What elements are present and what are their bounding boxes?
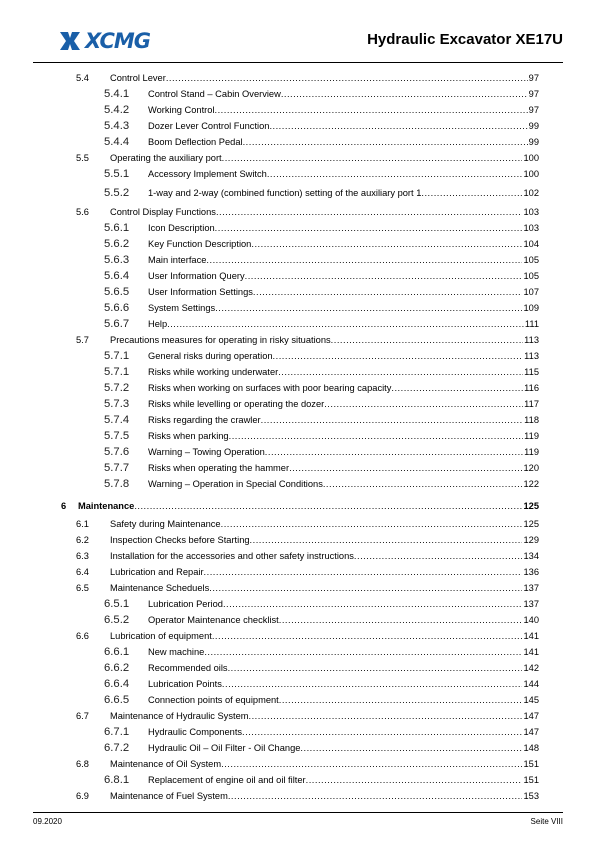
toc-entry-number: 5.6.6: [104, 302, 130, 314]
toc-entry-line: [110, 549, 539, 563]
toc-entry[interactable]: [0, 477, 596, 491]
toc-entry-number: 6.9: [76, 791, 89, 801]
toc-entry-line: [148, 429, 539, 443]
toc-entry-page: 105: [523, 255, 539, 265]
toc-entry[interactable]: [0, 413, 596, 427]
toc-entry-number: 6.6.1: [104, 646, 130, 658]
toc-entry-number: 5.7.5: [104, 430, 130, 442]
toc-dot-leader: [331, 333, 524, 347]
toc-entry-page: 99: [528, 121, 539, 131]
toc-entry-line: [148, 381, 539, 395]
toc-entry[interactable]: [0, 725, 596, 739]
toc-dot-leader: [167, 317, 524, 331]
toc-entry[interactable]: [0, 333, 596, 347]
toc-entry[interactable]: [0, 167, 596, 181]
toc-entry-number: 5.7.8: [104, 478, 130, 490]
toc-entry-title: New machine: [148, 647, 205, 657]
toc-entry-page: 115: [524, 367, 539, 377]
toc-entry-number: 5.6.2: [104, 238, 130, 250]
toc-dot-leader: [228, 789, 523, 803]
toc-dot-leader: [221, 517, 523, 531]
toc-entry-number: 5.7.2: [104, 382, 130, 394]
toc-entry[interactable]: [0, 581, 596, 595]
toc-entry-page: 141: [523, 647, 539, 657]
toc-entry-title: Accessory Implement Switch: [148, 169, 267, 179]
toc-entry-line: [148, 461, 539, 475]
toc-dot-leader: [267, 167, 523, 181]
toc-dot-leader: [391, 381, 523, 395]
toc-entry-title: Recommended oils: [148, 663, 228, 673]
xcmg-emblem-icon: [58, 31, 82, 51]
toc-entry-page: 142: [523, 663, 539, 673]
toc-entry[interactable]: [0, 103, 596, 117]
toc-entry-number: 5.5.2: [104, 187, 130, 199]
toc-entry-page: 100: [523, 169, 539, 179]
toc-entry-number: 5.7.3: [104, 398, 130, 410]
toc-entry[interactable]: [0, 709, 596, 723]
toc-dot-leader: [229, 429, 524, 443]
toc-entry-page: 117: [524, 399, 539, 409]
toc-entry-page: 97: [528, 73, 539, 83]
toc-entry-page: 102: [523, 188, 539, 198]
toc-entry-title: Control Lever: [110, 73, 166, 83]
toc-dot-leader: [306, 773, 523, 787]
toc-entry[interactable]: [0, 397, 596, 411]
toc-entry-page: 105: [523, 271, 539, 281]
toc-entry[interactable]: [0, 87, 596, 101]
toc-dot-leader: [324, 397, 523, 411]
logo-wordmark: XCMG: [85, 29, 150, 53]
toc-entry-line: [148, 741, 539, 755]
toc-dot-leader: [222, 151, 523, 165]
toc-entry-line: [110, 789, 539, 803]
toc-entry-title: Maintenance of Hydraulic System: [110, 711, 249, 721]
toc-dot-leader: [212, 629, 523, 643]
toc-entry-number: 5.6.7: [104, 318, 130, 330]
toc-entry-line: [148, 397, 539, 411]
toc-entry-line: [78, 499, 539, 513]
toc-dot-leader: [289, 461, 522, 475]
toc-entry-title: Boom Deflection Pedal: [148, 137, 243, 147]
toc-entry[interactable]: [0, 429, 596, 443]
toc-entry-title: Risks when parking: [148, 431, 229, 441]
toc-entry-page: 147: [523, 727, 539, 737]
toc-entry-number: 5.6.1: [104, 222, 130, 234]
toc-entry-number: 6: [61, 501, 67, 511]
toc-entry-line: [148, 317, 539, 331]
toc-entry-line: [148, 413, 539, 427]
toc-entry-title: Installation for the accessories and other safety instructions: [110, 551, 354, 561]
toc-dot-leader: [323, 477, 523, 491]
toc-entry-title: Operator Maintenance checklist: [148, 615, 279, 625]
toc-dot-leader: [242, 725, 522, 739]
toc-entry-number: 6.8.1: [104, 774, 130, 786]
toc-entry[interactable]: [0, 381, 596, 395]
toc-entry[interactable]: [0, 365, 596, 379]
toc-entry-title: Operating the auxiliary port: [110, 153, 222, 163]
footer-divider: [33, 812, 563, 813]
toc-entry-line: [148, 253, 539, 267]
toc-entry-number: 5.6.3: [104, 254, 130, 266]
toc-entry-number: 6.6.2: [104, 662, 130, 674]
toc-entry[interactable]: [0, 301, 596, 315]
toc-entry-number: 5.7.1: [104, 366, 130, 378]
toc-entry-page: 125: [523, 501, 539, 511]
toc-entry[interactable]: [0, 269, 596, 283]
toc-entry-number: 6.5: [76, 583, 89, 593]
toc-entry-line: [148, 119, 539, 133]
toc-entry[interactable]: [0, 151, 596, 165]
toc-entry-line: [148, 285, 539, 299]
toc-entry-title: Risks when working on surfaces with poor bearing capacity: [148, 383, 392, 393]
toc-entry-number: 5.7.7: [104, 462, 130, 474]
toc-dot-leader: [250, 533, 523, 547]
toc-dot-leader: [261, 413, 524, 427]
toc-entry[interactable]: [0, 645, 596, 659]
toc-entry-title: User Information Query: [148, 271, 245, 281]
toc-entry-page: 148: [523, 743, 539, 753]
toc-entry-title: Icon Description: [148, 223, 215, 233]
toc-entry-number: 6.6: [76, 631, 89, 641]
toc-entry-line: [110, 151, 539, 165]
toc-entry-title: Risks regarding the crawler: [148, 415, 261, 425]
toc-entry-page: 97: [528, 105, 539, 115]
toc-entry-line: [148, 301, 539, 315]
footer-date: 09.2020: [33, 817, 62, 826]
toc-entry-page: 141: [523, 631, 539, 641]
toc-entry-number: 5.6: [76, 207, 89, 217]
toc-dot-leader: [221, 757, 522, 771]
toc-entry-line: [110, 709, 539, 723]
toc-dot-leader: [279, 693, 523, 707]
toc-entry-line: [148, 693, 539, 707]
toc-entry-page: 153: [523, 791, 539, 801]
header-divider: [33, 62, 563, 63]
toc-entry-title: Lubrication of equipment: [110, 631, 212, 641]
toc-entry-number: 5.6.5: [104, 286, 130, 298]
toc-entry-number: 5.7.6: [104, 446, 130, 458]
toc-entry-title: Precautions measures for operating in risky situations: [110, 335, 331, 345]
toc-entry-title: Working Control: [148, 105, 215, 115]
toc-entry-title: General risks during operation: [148, 351, 273, 361]
toc-entry-number: 6.7.1: [104, 726, 130, 738]
toc-dot-leader: [281, 87, 528, 101]
toc-entry-title: Warning – Operation in Special Conditions: [148, 479, 323, 489]
toc-entry[interactable]: [0, 135, 596, 149]
toc-entry[interactable]: [0, 549, 596, 563]
toc-entry-page: 113: [524, 335, 539, 345]
toc-entry-page: 104: [523, 239, 539, 249]
toc-entry-line: [110, 757, 539, 771]
toc-dot-leader: [243, 135, 528, 149]
toc-dot-leader: [206, 253, 522, 267]
toc-entry-line: [148, 477, 539, 491]
toc-entry[interactable]: [0, 253, 596, 267]
toc-entry-page: 136: [523, 567, 539, 577]
toc-entry-line: [110, 517, 539, 531]
toc-entry-number: 6.1: [76, 519, 89, 529]
toc-entry[interactable]: [0, 445, 596, 459]
toc-entry[interactable]: [0, 237, 596, 251]
toc-entry-line: [148, 661, 539, 675]
toc-entry[interactable]: [0, 565, 596, 579]
toc-entry-line: [110, 629, 539, 643]
toc-entry-title: Risks while levelling or operating the dozer: [148, 399, 325, 409]
toc-dot-leader: [215, 221, 523, 235]
toc-entry-page: 137: [523, 599, 539, 609]
toc-dot-leader: [209, 581, 522, 595]
toc-entry[interactable]: [0, 221, 596, 235]
toc-entry-title: User Information Settings: [148, 287, 253, 297]
toc-entry-page: 119: [524, 431, 539, 441]
toc-dot-leader: [279, 613, 523, 627]
toc-entry-page: 113: [524, 351, 539, 361]
toc-entry-number: 5.7.4: [104, 414, 130, 426]
toc-entry-title: Maintenance of Oil System: [110, 759, 222, 769]
toc-dot-leader: [273, 349, 524, 363]
toc-entry-line: [148, 613, 539, 627]
toc-entry-number: 6.6.4: [104, 678, 130, 690]
toc-entry-title: Risks while working underwater: [148, 367, 279, 377]
toc-entry-number: 5.6.4: [104, 270, 130, 282]
toc-entry-title: System Settings: [148, 303, 216, 313]
toc-entry-number: 5.4.3: [104, 120, 130, 132]
toc-entry-number: 6.7.2: [104, 742, 130, 754]
toc-entry-title: Hydraulic Components: [148, 727, 243, 737]
toc-entry-title: Maintenance of Fuel System: [110, 791, 228, 801]
toc-entry-number: 5.5.1: [104, 168, 130, 180]
toc-entry[interactable]: [0, 533, 596, 547]
toc-entry-number: 6.8: [76, 759, 89, 769]
toc-entry-number: 6.5.2: [104, 614, 130, 626]
toc-entry-title: Lubrication Points: [148, 679, 222, 689]
toc-dot-leader: [253, 285, 523, 299]
footer-page-number: Seite VIII: [530, 817, 563, 826]
toc-entry[interactable]: [0, 461, 596, 475]
toc-dot-leader: [228, 661, 523, 675]
toc-entry-number: 5.5: [76, 153, 89, 163]
toc-entry-title: Warning – Towing Operation: [148, 447, 265, 457]
toc-entry-line: [148, 186, 539, 200]
toc-entry-line: [148, 349, 539, 363]
toc-dot-leader: [265, 445, 523, 459]
toc-dot-leader: [166, 71, 528, 85]
toc-entry-line: [148, 597, 539, 611]
toc-dot-leader: [421, 186, 522, 200]
toc-entry-page: 137: [523, 583, 539, 593]
toc-entry-page: 107: [523, 287, 539, 297]
toc-dot-leader: [251, 237, 522, 251]
toc-entry[interactable]: [0, 349, 596, 363]
toc-dot-leader: [278, 365, 523, 379]
toc-entry-number: 6.6.5: [104, 694, 130, 706]
toc-dot-leader: [216, 205, 523, 219]
toc-entry-line: [110, 565, 539, 579]
toc-entry-number: 5.4.2: [104, 104, 130, 116]
toc-entry-title: Safety during Maintenance: [110, 519, 221, 529]
toc-entry-page: 103: [523, 207, 539, 217]
toc-entry-title: Maintenance: [78, 501, 135, 511]
toc-entry[interactable]: [0, 661, 596, 675]
toc-entry-line: [148, 87, 539, 101]
document-title: Hydraulic Excavator XE17U: [367, 31, 563, 48]
toc-entry-number: 5.4: [76, 73, 89, 83]
toc-entry-title: Lubrication Period: [148, 599, 223, 609]
toc-entry-line: [148, 773, 539, 787]
xcmg-logo: [58, 30, 150, 52]
toc-entry-number: 6.4: [76, 567, 89, 577]
toc-entry-line: [110, 533, 539, 547]
toc-entry[interactable]: [0, 693, 596, 707]
toc-entry-page: 120: [523, 463, 539, 473]
toc-entry[interactable]: [0, 597, 596, 611]
toc-entry[interactable]: [0, 773, 596, 787]
toc-entry-number: 6.7: [76, 711, 89, 721]
toc-entry-title: Dozer Lever Control Function: [148, 121, 270, 131]
toc-entry-title: Main interface: [148, 255, 207, 265]
toc-entry-page: 100: [523, 153, 539, 163]
toc-entry-title: Connection points of equipment: [148, 695, 279, 705]
toc-entry[interactable]: [0, 677, 596, 691]
toc-entry-title: Control Stand – Cabin Overview: [148, 89, 281, 99]
toc-entry-line: [110, 71, 539, 85]
toc-entry-title: Lubrication and Repair: [110, 567, 204, 577]
toc-entry-page: 99: [528, 137, 539, 147]
toc-entry-line: [110, 581, 539, 595]
toc-dot-leader: [248, 709, 522, 723]
toc-entry[interactable]: [0, 741, 596, 755]
toc-entry-number: 5.7.1: [104, 350, 130, 362]
toc-entry-page: 140: [523, 615, 539, 625]
toc-entry[interactable]: [0, 119, 596, 133]
toc-dot-leader: [134, 499, 522, 513]
toc-entry[interactable]: [0, 499, 596, 513]
toc-entry-page: 116: [524, 383, 539, 393]
toc-entry-page: 147: [523, 711, 539, 721]
toc-entry-line: [148, 221, 539, 235]
toc-entry-page: 103: [523, 223, 539, 233]
toc-entry-page: 134: [523, 551, 539, 561]
toc-entry-line: [148, 103, 539, 117]
toc-dot-leader: [204, 645, 522, 659]
toc-entry[interactable]: [0, 613, 596, 627]
toc-entry-number: 6.3: [76, 551, 89, 561]
toc-entry-page: 144: [523, 679, 539, 689]
toc-entry[interactable]: [0, 205, 596, 219]
toc-entry[interactable]: [0, 71, 596, 85]
toc-entry-title: Risks when operating the hammer: [148, 463, 290, 473]
toc-entry-title: Maintenance Scheduels: [110, 583, 210, 593]
toc-entry-title: Replacement of engine oil and oil filter: [148, 775, 306, 785]
toc-entry-line: [148, 135, 539, 149]
toc-entry-title: Inspection Checks before Starting: [110, 535, 250, 545]
toc-entry-line: [148, 237, 539, 251]
toc-entry-page: 151: [523, 759, 539, 769]
toc-entry-line: [148, 365, 539, 379]
toc-entry-page: 129: [523, 535, 539, 545]
toc-dot-leader: [300, 741, 522, 755]
page-header: [0, 0, 596, 66]
toc-entry-line: [148, 167, 539, 181]
toc-entry[interactable]: [0, 629, 596, 643]
toc-dot-leader: [354, 549, 523, 563]
toc-entry[interactable]: [0, 317, 596, 331]
toc-entry-page: 119: [524, 447, 539, 457]
toc-entry-title: Control Display Functions: [110, 207, 216, 217]
toc-entry-line: [148, 645, 539, 659]
toc-dot-leader: [223, 597, 523, 611]
toc-entry-line: [110, 333, 539, 347]
toc-dot-leader: [269, 119, 527, 133]
toc-entry-page: 125: [523, 519, 539, 529]
toc-entry-title: Hydraulic Oil – Oil Filter - Oil Change: [148, 743, 301, 753]
toc-entry-line: [148, 725, 539, 739]
toc-entry-line: [148, 445, 539, 459]
toc-entry-number: 5.4.4: [104, 136, 130, 148]
toc-entry-title: Help: [148, 319, 168, 329]
toc-entry[interactable]: [0, 285, 596, 299]
toc-entry-line: [148, 677, 539, 691]
toc-entry-page: 97: [528, 89, 539, 99]
toc-entry[interactable]: [0, 517, 596, 531]
toc-dot-leader: [222, 677, 523, 691]
toc-dot-leader: [215, 301, 522, 315]
toc-entry-title: 1-way and 2-way (combined function) setting of the auxiliary port 1: [148, 188, 422, 198]
toc-dot-leader: [214, 103, 527, 117]
toc-entry-page: 118: [524, 415, 539, 425]
toc-entry[interactable]: [0, 789, 596, 803]
toc-dot-leader: [204, 565, 523, 579]
toc-dot-leader: [245, 269, 523, 283]
toc-entry-page: 122: [523, 479, 539, 489]
toc-entry-line: [110, 205, 539, 219]
toc-entry-number: 5.4.1: [104, 88, 130, 100]
toc-entry-page: 151: [523, 775, 539, 785]
toc-entry-page: 145: [523, 695, 539, 705]
toc-entry-page: 111: [524, 319, 539, 329]
toc-entry-page: 109: [523, 303, 539, 313]
toc-entry-title: Key Function Description: [148, 239, 252, 249]
toc-entry-number: 5.7: [76, 335, 89, 345]
toc-entry-number: 6.2: [76, 535, 89, 545]
toc-entry-number: 6.5.1: [104, 598, 130, 610]
toc-entry-line: [148, 269, 539, 283]
toc-entry[interactable]: [0, 186, 596, 200]
toc-entry[interactable]: [0, 757, 596, 771]
